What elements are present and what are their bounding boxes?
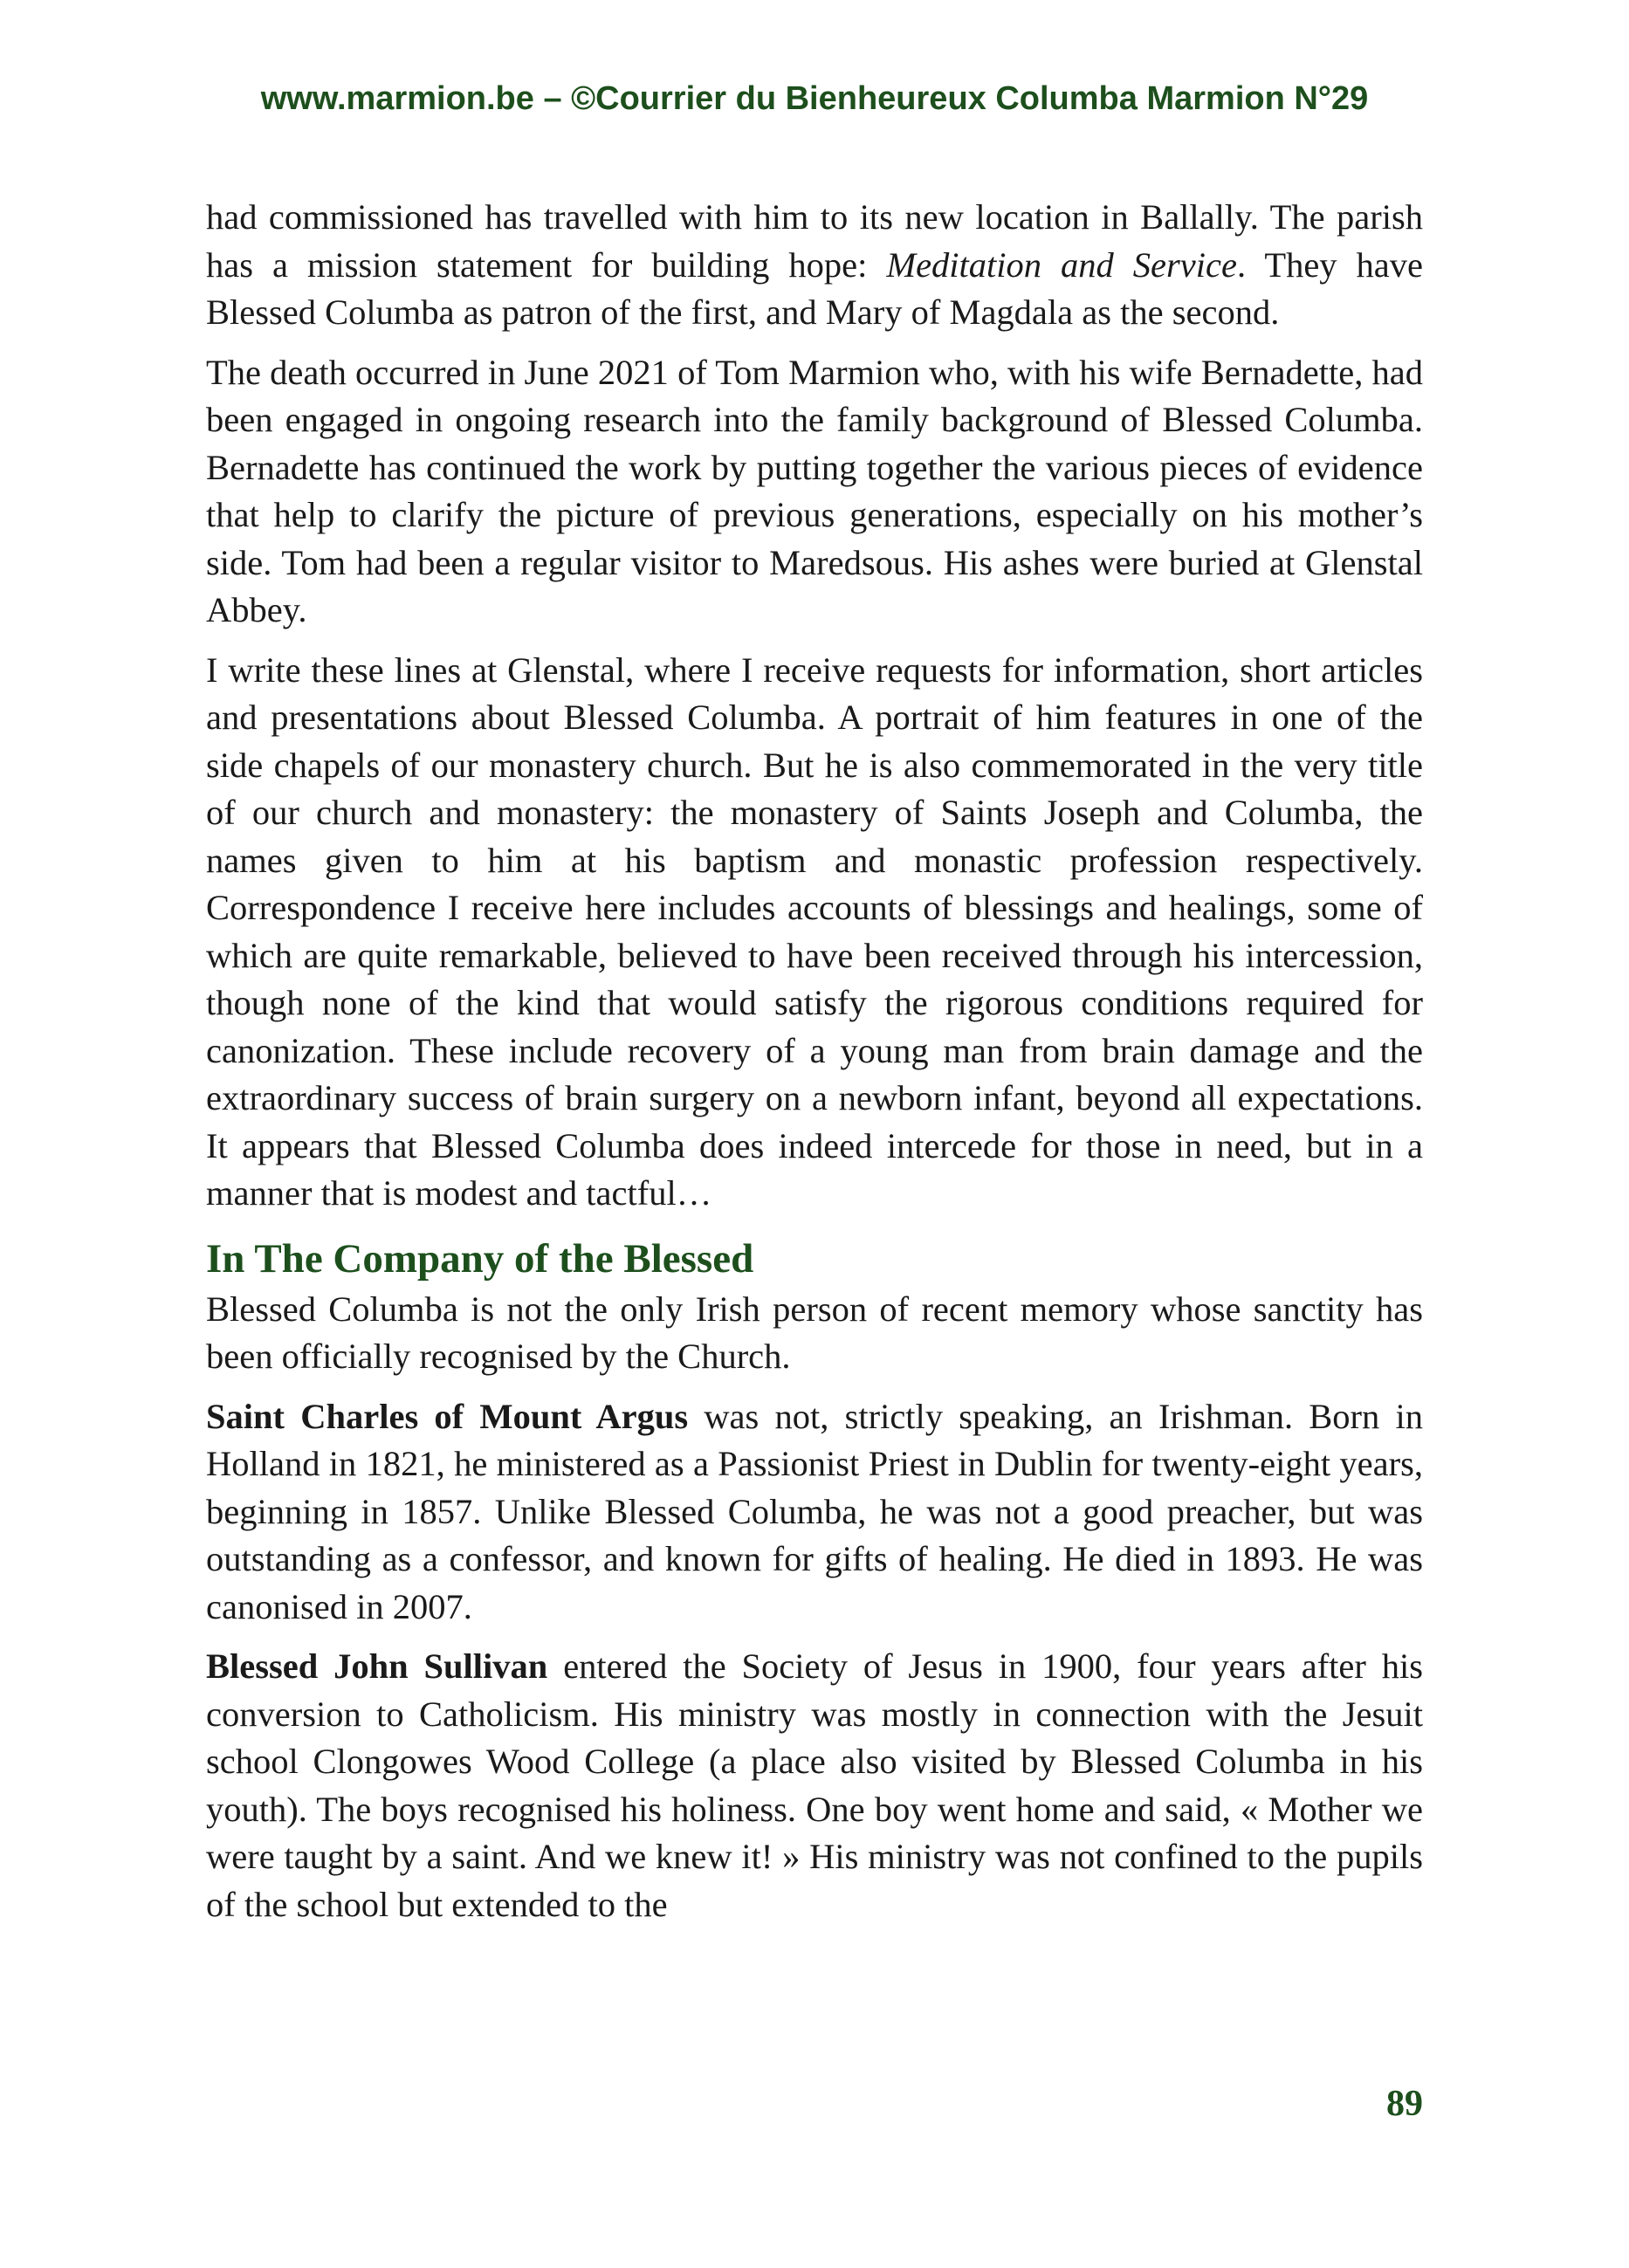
- paragraph-text: was not, strictly speaking, an Irishman. Born in Holland in 1821, he ministered as a Passionist Priest in Dublin for twenty-eight years, beginning in 1857. Unlike Blessed Columba, he was not a good preacher, but was outstanding as a confessor, and known for gifts of healing. He died in 1893. He was canonised in 2007.: [206, 1396, 1423, 1626]
- paragraph-text: had commissioned has travelled with him to its new location in Ballally. The parish has a mission statement for building hope:: [206, 197, 1423, 285]
- paragraph-irish-sanctity: Blessed Columba is not the only Irish person of recent memory whose sanctity has been officially recognised by the Church.: [206, 1289, 1423, 1376]
- paragraph-saint-charles: [206, 1393, 1423, 1632]
- mission-statement-emphasis: Meditation and Service: [886, 244, 1237, 285]
- paragraph-text: entered the Society of Jesus in 1900, four years after his conversion to Catholicism. His ministry was mostly in connection with the Jesuit school Clongowes Wood College (a place also visited by Blessed Columba in his youth). The boys recognised his holiness. One boy went home and said, « Mother we were taught by a saint. And we knew it! » His ministry was not confined to the pupils of the school but extended to the: [206, 1646, 1423, 1924]
- saint-name: Saint Charles of Mount Argus: [206, 1396, 689, 1436]
- paragraph-john-sullivan: [206, 1643, 1423, 1928]
- paragraph-glenstal: I write these lines at Glenstal, where I receive requests for information, short articles and presentations about Blessed Columba. A portrait of him features in one of the side chapels of our monastery church. But he is also commemorated in the very title of our church and monastery: the monastery of Saints Joseph and Columba, the names given to him at his baptism and monastic profession respectively. Correspondence I receive here includes accounts of blessings and healings, some of which are quite remarkable, believed to have been received through his intercession, though none of the kind that would satisfy the rigorous conditions required for canonization. These include recovery of a young man from brain damage and the extraordinary success of brain surgery on a newborn infant, beyond all expectations. It appears that Blessed Columba does indeed intercede for those in need, but in a manner that is modest and tactful…: [206, 649, 1423, 1213]
- paragraph-text: . They have Blessed Columba as patron of the first, and Mary of Magdala as the second.: [206, 244, 1423, 332]
- paragraph-parish-mission: [206, 194, 1423, 337]
- paragraph-tom-marmion: The death occurred in June 2021 of Tom Marmion who, with his wife Bernadette, had been engaged in ongoing research into the family background of Blessed Columba. Bernadette has continued the work by putting together the various pieces of evidence that help to clarify the picture of previous generations, especially on his mother’s side. Tom had been a regular visitor to Maredsous. His ashes were buried at Glenstal Abbey.: [206, 352, 1423, 629]
- section-heading: In The Company of the Blessed: [206, 1235, 754, 1282]
- article-body: [206, 194, 1423, 1941]
- running-header: www.marmion.be – ©Courrier du Bienheureux Columba Marmion N°29: [260, 80, 1369, 117]
- blessed-name: Blessed John Sullivan: [206, 1646, 548, 1686]
- page-number: 89: [1386, 2084, 1423, 2124]
